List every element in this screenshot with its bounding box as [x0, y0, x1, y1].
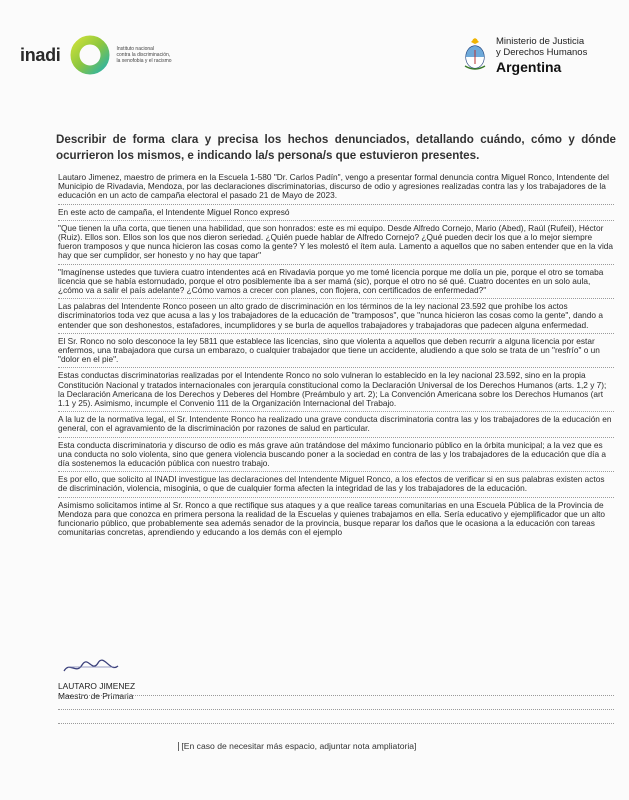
- signer-name: LAUTARO JIMENEZ: [58, 681, 136, 691]
- ministry-line1: Ministerio de Justicia: [496, 36, 585, 47]
- dotted-line: [58, 263, 614, 265]
- page-header: [0, 0, 629, 110]
- dotted-line: [58, 722, 614, 724]
- paragraph: Las palabras del Intendente Ronco poseen un alto grado de discriminación en los términos de la ley nacional 23.592 que prohíbe los actos discriminatorios toda vez que acusa a las y los trabajadores de la educación de "tramposos", que "nunca hicieron las cosas como la gente", dando a entender que son deshonestos, estafadores, incumplidores y se burla de aquellos trabajadores y trabajadoras que padecen alguna enfermedad.: [58, 301, 603, 330]
- ministry-country: Argentina: [496, 59, 562, 75]
- paragraph: Asimismo solicitamos intime al Sr. Ronco a que rectifique sus ataques y a que realice tareas comunitarias en una Escuela Pública de la Provincia de Mendoza para que conozca en primera persona la realidad de la Escuelas y quienes trabajamos en ella. Sería educativo y ejemplificador que un alto funcionario público, que probablemente sea además senador de la provincia, busque reparar los daños que le ocasiona a la educación con tareas comunitarias concretas, aprendiendo y educando a los demás con el ejemplo: [58, 499, 606, 538]
- ministry-logo: [462, 36, 587, 75]
- paragraph: Estas conductas discriminatorias realizadas por el Intendente Ronco no solo vulneran lo establecido en la ley nacional 23.592, sino en la propia Constitución Nacional y tratados internacionales con jerarquía constitucional como la Declaración Universal de los Derechos Humanos (arts. 1,2 y 7); la Declaración Americana de los Derechos y Deberes del Hombre (Preámbulo y art. 2); La Convención Americana sobre los Derechos Humanos (art 1.1 y 25). Asimismo, incumple el Convenio 111 de la Organización Internacional del Trabajo.: [58, 370, 607, 409]
- paragraph: Es por ello, que solicito al INADI investigue las declaraciones del Intendente Miguel Ronco, a los efectos de verificar si en sus palabras existen actos de discriminación, violencia, misoginia, o que de cualquier forma afecten la integridad de las y los trabajadores de la educación.: [58, 474, 605, 494]
- dotted-line: [58, 694, 614, 696]
- ministry-line2: y Derechos Humanos: [496, 47, 588, 58]
- argentina-shield-icon: [462, 36, 488, 72]
- dotted-line: [58, 410, 614, 412]
- dotted-line: [58, 366, 614, 368]
- footnote: [En caso de necesitar más espacio, adjuntar nota ampliatoria]: [178, 741, 416, 751]
- complaint-body: [58, 173, 614, 538]
- dotted-line: [58, 496, 614, 498]
- inadi-ring-icon: [69, 34, 111, 76]
- paragraph: A la luz de la normativa legal, el Sr. Intendente Ronco ha realizado una grave conducta discriminatoria contra las y los trabajadores de la educación en general, con el agravamiento de la discriminación por razones de salud en particular.: [58, 414, 612, 434]
- signer-role: Maestro de Primaria: [58, 690, 134, 701]
- dotted-line: [58, 436, 614, 438]
- paragraph: Lautaro Jimenez, maestro de primera en la Escuela 1-580 "Dr. Carlos Padín", vengo a presentar formal denuncia contra Miguel Ronco, Intendente del Municipio de Rivadavia, Mendoza, por las declaraciones discriminatorias, discurso de odio y agresiones realizadas contra las y los trabajadores de la educación en un acto de campaña electoral el pasado 21 de Mayo de 2023.: [58, 172, 610, 201]
- inadi-tagline: Instituto nacional contra la discriminación, la xenofobia y el racismo: [116, 46, 172, 64]
- dotted-line: [58, 219, 614, 221]
- dotted-line: [58, 708, 614, 710]
- paragraph: En este acto de campaña, el Intendente Miguel Ronco expresó: [58, 206, 290, 217]
- form-instructions-heading: Describir de forma clara y precisa los hechos denunciados, detallando cuándo, cómo y dónde ocurrieron los mismos, e indicando la/s persona/s que estuvieron presentes.: [56, 133, 616, 162]
- paragraph: "Imagínense ustedes que tuviera cuatro intendentes acá en Rivadavia porque yo me tomé licencia porque me dolía un pie, porque el otro se tomaba licencia que se había estornudado, porque el otro posiblemente iba a ser mamá (sic), porque el otro no sé qué. Cuatro docentes en un solo aula, ¿cómo va a salir el país adelante? ¿Cómo vamos a crecer con planes, con flojera, con certificados de enfermedad?": [58, 266, 604, 296]
- dotted-line: [58, 470, 614, 472]
- blank-lines: [58, 690, 614, 736]
- inadi-logo: [20, 34, 197, 76]
- dotted-line: [58, 332, 614, 334]
- paragraph: "Que tienen la uña corta, que tienen una habilidad, que son honrados: este es mi equipo. Desde Alfredo Cornejo, Mario (Abed), Raúl (Rufeil), Héctor (Ruiz). Ellos son. Ellos son los que nos dieron seriedad. ¿Quién puede hablar de Alfredo Cornejo? ¿Qué pueden decir los que a lo mejor siempre fueron tramposos y que nunca hicieron las cosas como la gente? Y les molestó el ítem aula. Lamento a aquellos que no saben entender que en la vida hay que ser cumplidor, ser honesto y no hay que tapar": [58, 222, 614, 261]
- paragraph: Esta conducta discriminatoria y discurso de odio es más grave aún tratándose del máximo funcionario público en la órbita municipal; a la vez que es una conducta no solo violenta, sino que genera violencia buscando poner a la sociedad en contra de las y los trabajadores de la educación que día a día sostenemos la educación pública con nuestro trabajo.: [58, 439, 606, 469]
- inadi-wordmark: inadi: [20, 44, 61, 65]
- dotted-line: [58, 297, 614, 299]
- paragraph: El Sr. Ronco no solo desconoce la ley 5811 que establece las licencias, sino que violenta a aquellos que deben recurrir a alguna licencia por estar enfermos, una trabajadora que cursa un embarazo, o cualquier trabajador que tiene un accidente, aludiendo a que solo se trata de un "resfrío" o un "dolor en el pie".: [58, 335, 600, 365]
- handwritten-signature: [58, 657, 138, 677]
- dotted-line: [58, 203, 614, 205]
